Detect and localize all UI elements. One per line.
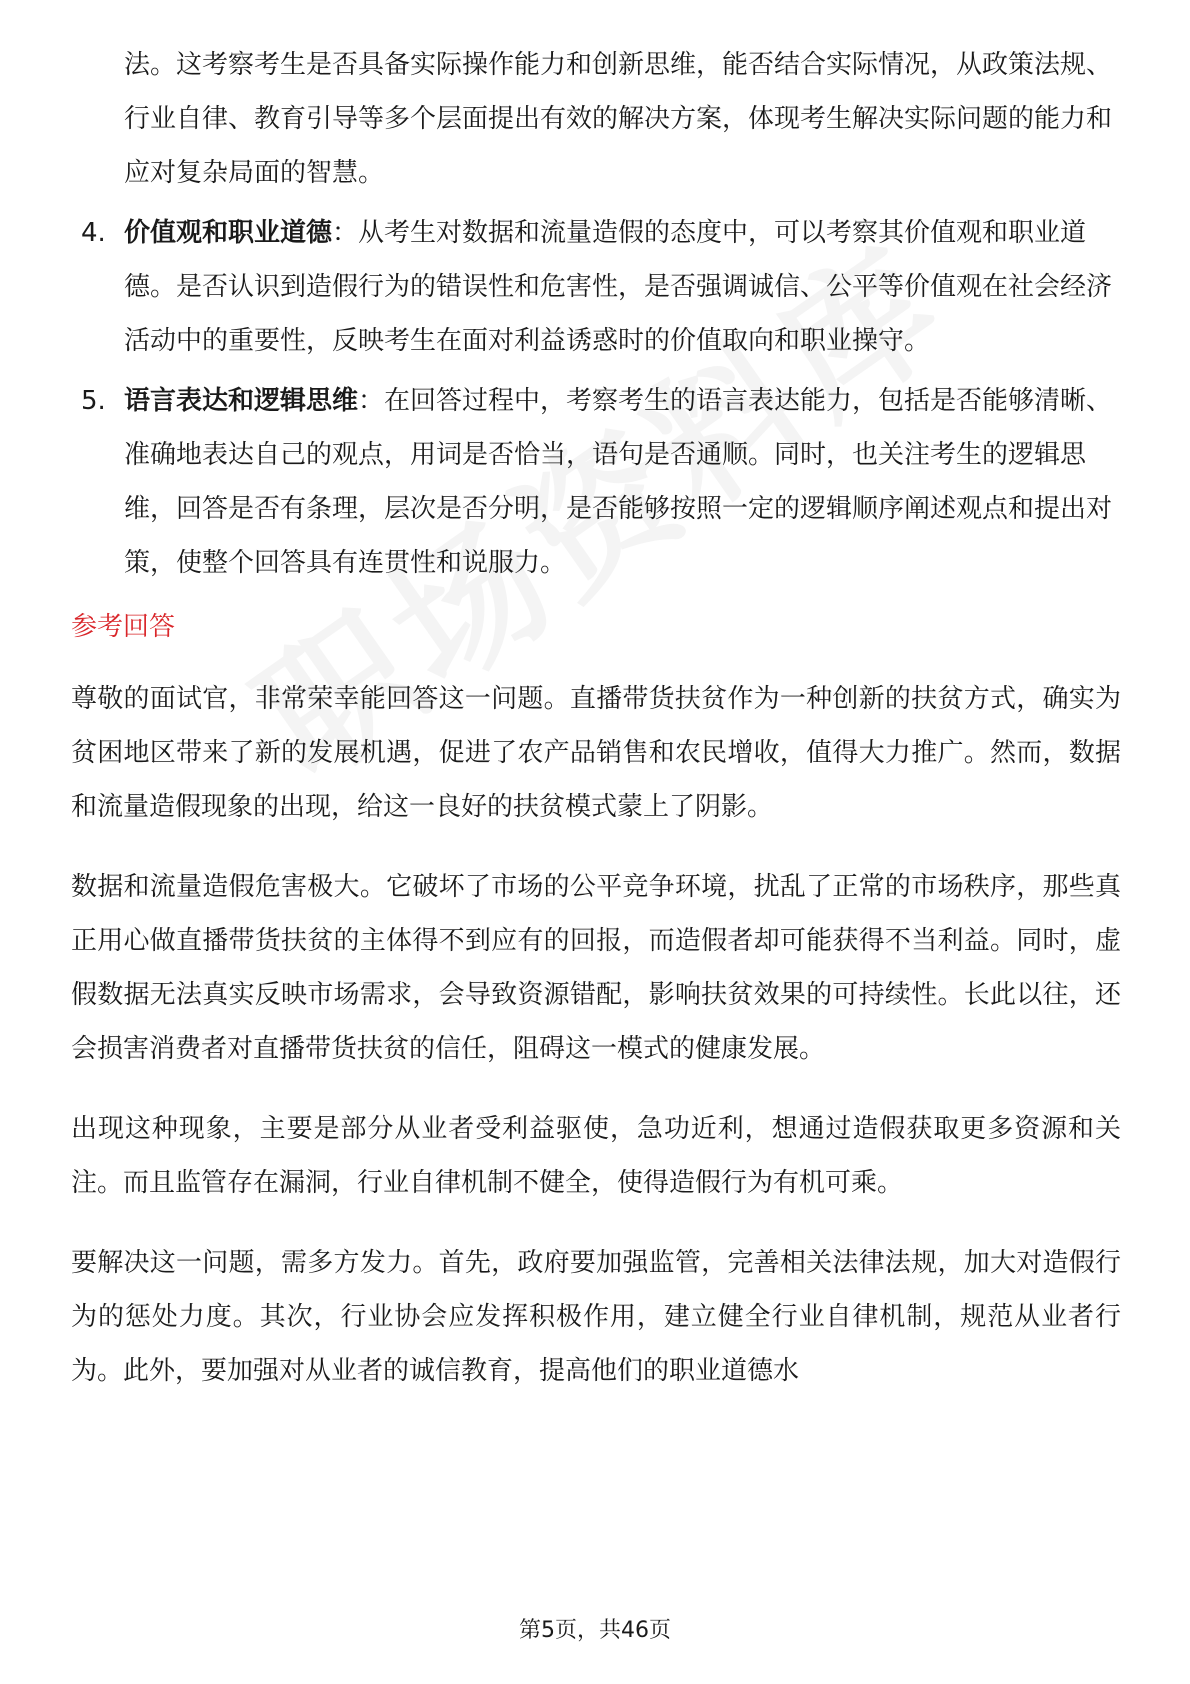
list-item [71,374,1121,590]
list-item-continuation: 法。这考察考生是否具备实际操作能力和创新思维，能否结合实际情况，从政策法规、行业自律、教育引导等多个层面提出有效的解决方案，体现考生解决实际问题的能力和应对复杂局面的智慧。 [124,50,1113,188]
list-number: 4. [81,218,106,248]
list-number: 5. [81,386,106,416]
page-footer: 第5页，共46页 [519,1618,671,1643]
list-term: 语言表达和逻辑思维 [124,386,359,416]
list-text: ：从考生对数据和流量造假的态度中，可以考察其价值观和职业道德。是否认识到造假行为的错误性和危害性，是否强调诚信、公平等价值观在社会经济活动中的重要性，反映考生在面对利益诱惑时的价值取向和职业操守。 [124,218,1113,356]
list-term: 价值观和职业道德 [124,218,333,248]
list-text: ：在回答过程中，考察考生的语言表达能力，包括是否能够清晰、准确地表达自己的观点，用词是否恰当，语句是否通顺。同时，也关注考生的逻辑思维，回答是否有条理，层次是否分明，是否能够按照一定的逻辑顺序阐述观点和提出对策，使整个回答具有连贯性和说服力。 [124,386,1113,578]
paragraph: 出现这种现象，主要是部分从业者受利益驱使，急功近利，想通过造假获取更多资源和关注。而且监管存在漏洞，行业自律机制不健全，使得造假行为有机可乘。 [71,1114,1121,1198]
page-content [71,38,1121,1424]
criteria-list [71,206,1121,590]
list-item [71,206,1121,368]
paragraph: 数据和流量造假危害极大。它破坏了市场的公平竞争环境，扰乱了正常的市场秩序，那些真正用心做直播带货扶贫的主体得不到应有的回报，而造假者却可能获得不当利益。同时，虚假数据无法真实反映市场需求，会导致资源错配，影响扶贫效果的可持续性。长此以往，还会损害消费者对直播带货扶贫的信任，阻碍这一模式的健康发展。 [71,872,1121,1064]
section-heading: 参考回答 [71,612,176,642]
paragraph: 要解决这一问题，需多方发力。首先，政府要加强监管，完善相关法律法规，加大对造假行为的惩处力度。其次，行业协会应发挥积极作用，建立健全行业自律机制，规范从业者行为。此外，要加强对从业者的诚信教育，提高他们的职业道德水 [71,1248,1121,1386]
paragraph: 尊敬的面试官，非常荣幸能回答这一问题。直播带货扶贫作为一种创新的扶贫方式，确实为贫困地区带来了新的发展机遇，促进了农产品销售和农民增收，值得大力推广。然而，数据和流量造假现象的出现，给这一良好的扶贫模式蒙上了阴影。 [71,684,1121,822]
